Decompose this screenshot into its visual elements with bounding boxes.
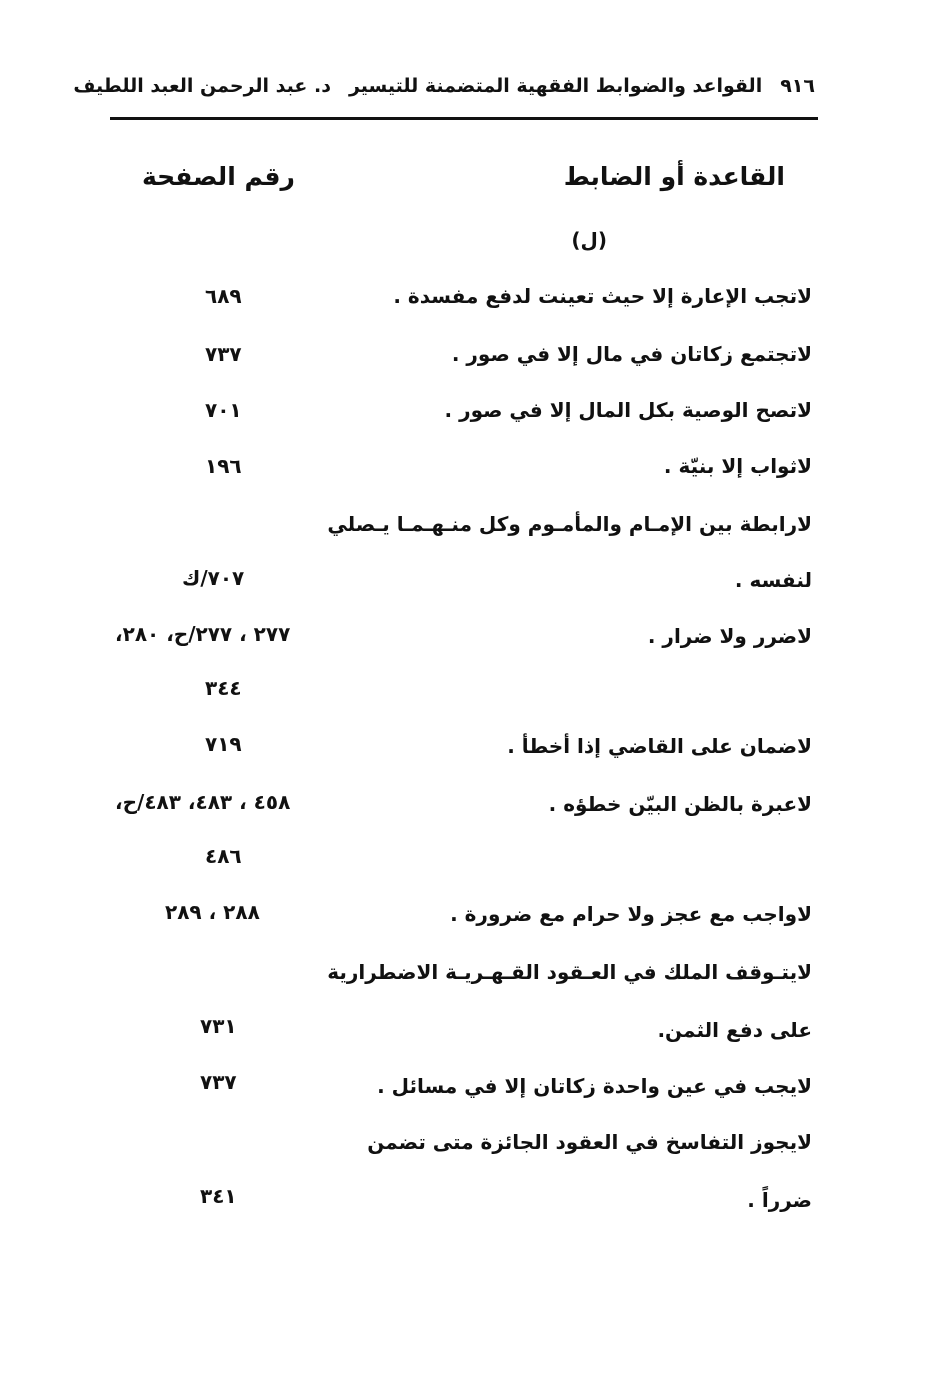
rule-text: لاواجب مع عجز ولا حرام مع ضرورة . (450, 902, 812, 926)
page-ref: ٧٠٧/ك (182, 566, 245, 590)
rule-text: لاضمان على القاضي إذا أخطأ . (507, 734, 812, 758)
rule-text: لاتجب الإعارة إلا حيث تعينت لدفع مفسدة . (393, 284, 812, 308)
column-heading-rule: القاعدة أو الضابط (563, 162, 785, 191)
page-ref: ٧٠١ (205, 398, 242, 422)
running-header (73, 68, 815, 104)
page-ref: ٦٨٩ (205, 284, 242, 308)
book-title: القواعد والضوابط الفقهية المتضمنة للتيسير (348, 75, 763, 97)
page-ref: ١٩٦ (205, 454, 242, 478)
rule-text: لايجب في عين واحدة زكاتان إلا في مسائل . (377, 1074, 812, 1098)
header-divider (110, 117, 818, 120)
section-letter: (ل) (571, 228, 607, 252)
page-ref: ٣٤١ (200, 1184, 237, 1208)
rule-text: لايتـوقف الملك في العـقود القـهـريـة الاضطرارية (327, 960, 812, 984)
page-ref: ٧١٩ (205, 732, 242, 756)
page-ref: ٤٥٨ ، ٤٨٣، ٤٨٣/ح، (115, 790, 291, 814)
page-ref: ٣٤٤ (205, 676, 242, 700)
column-heading-page: رقم الصفحة (142, 162, 295, 191)
rule-text: لايجوز التفاسخ في العقود الجائزة متى تضمن (367, 1130, 812, 1154)
page-ref: ٤٨٦ (205, 844, 242, 868)
page-ref: ٧٣٧ (205, 342, 242, 366)
rule-text: لاتجتمع زكاتان في مال إلا في صور . (451, 342, 812, 366)
page-number: ٩١٦ (780, 75, 815, 97)
page-ref: ٢٧٧ ، ٢٧٧/ح، ٢٨٠، (115, 622, 291, 646)
rule-text: ضرراً . (747, 1188, 812, 1212)
page-ref: ٢٨٨ ، ٢٨٩ (165, 900, 260, 924)
rule-text: لاضرر ولا ضرار . (647, 624, 812, 648)
author-name: د. عبد الرحمن العبد اللطيف (73, 75, 331, 97)
rule-text: لاثواب إلا بنيّة . (663, 454, 812, 478)
rule-text: لاعبرة بالظن البيّن خطؤه . (548, 792, 812, 816)
page-ref: ٧٣٧ (200, 1070, 237, 1094)
page-ref: ٧٣١ (200, 1014, 237, 1038)
rule-text: لاتصح الوصية بكل المال إلا في صور . (444, 398, 812, 422)
rule-text: على دفع الثمن. (657, 1018, 812, 1042)
rule-text: لارابطة بين الإمـام والمأمـوم وكل منـهـمـا يـصلي (327, 512, 812, 536)
rule-text: لنفسه . (734, 568, 812, 592)
